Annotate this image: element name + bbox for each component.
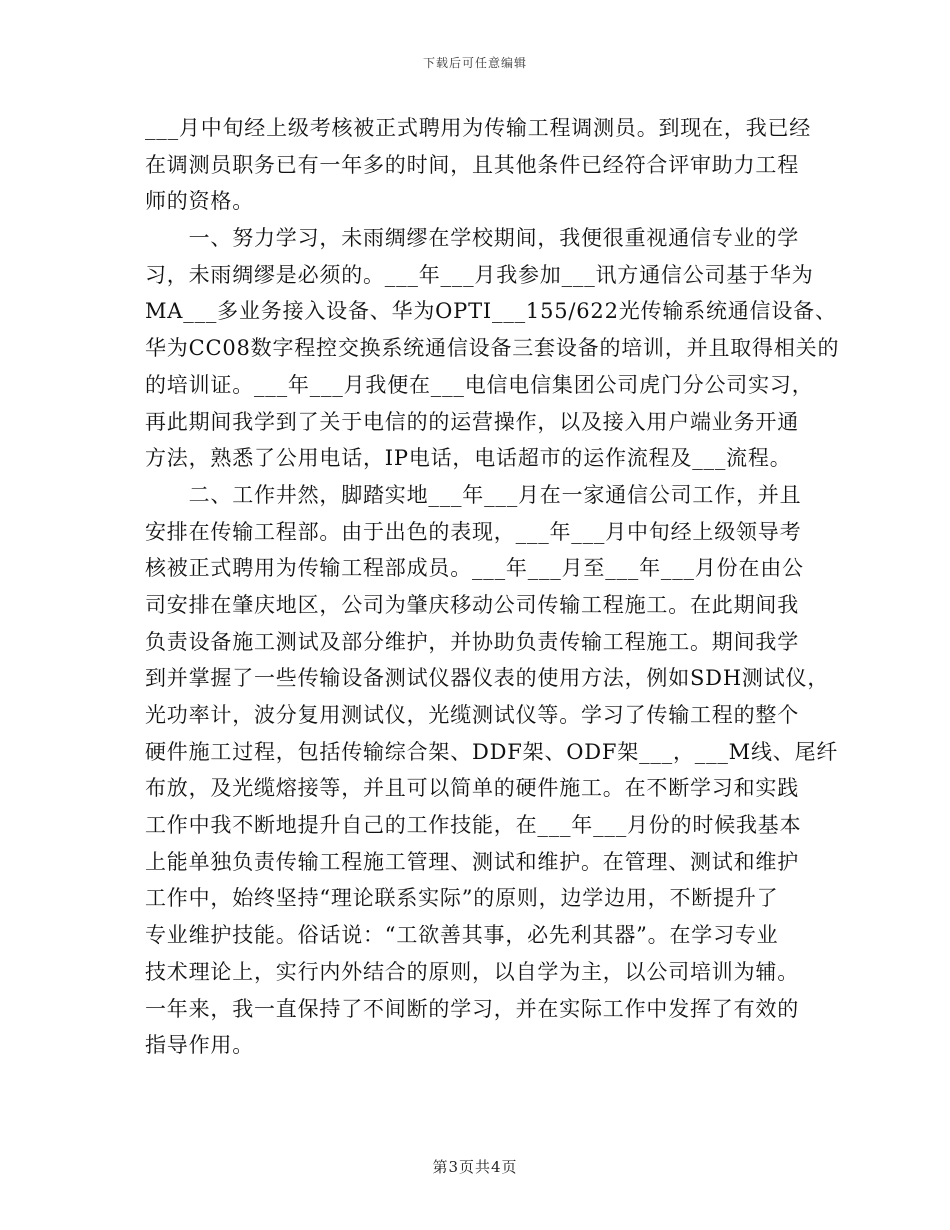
- body-line: 师的资格。: [145, 189, 254, 214]
- body-line: 在调测员职务已有一年多的时间，且其他条件已经符合评审助力工程: [145, 152, 799, 177]
- body-line: 专业维护技能。俗话说：“工欲善其事，必先利其器”。在学习专业: [145, 923, 779, 948]
- document-body: [145, 110, 840, 1064]
- body-line: 布放，及光缆熔接等，并且可以简单的硬件施工。在不断学习和实践: [145, 776, 799, 801]
- body-line: 司安排在肇庆地区，公司为肇庆移动公司传输工程施工。在此期间我: [145, 592, 799, 617]
- body-line: 二、工作井然，脚踏实地___年___月在一家通信公司工作，并且: [145, 482, 802, 507]
- body-line: 光功率计，波分复用测试仪，光缆测试仪等。学习了传输工程的整个: [145, 703, 799, 727]
- body-line: 硬件施工过程，包括传输综合架、DDF架、ODF架___，___M线、尾纤: [145, 739, 839, 764]
- body-line: 习，未雨绸缪是必须的。___年___月我参加___讯方通信公司基于华为: [145, 262, 814, 287]
- body-line: ___月中旬经上级考核被正式聘用为传输工程调测员。到现在，我已经: [145, 116, 812, 140]
- body-line: 方法，熟悉了公用电话，IP电话，电话超市的运作流程及___流程。: [145, 446, 792, 471]
- body-line: 一、努力学习，未雨绸缪在学校期间，我便很重视通信专业的学: [145, 226, 799, 251]
- page-header: 下载后可任意编辑: [422, 56, 527, 70]
- body-line: 指导作用。: [145, 1033, 254, 1058]
- body-line: 华为CC08数字程控交换系统通信设备三套设备的培训，并且取得相关的: [145, 336, 840, 361]
- body-line: 技术理论上，实行内外结合的原则，以自学为主，以公司培训为辅。: [145, 959, 799, 984]
- body-line: 核被正式聘用为传输工程部成员。___年___月至___年___月份在由公: [145, 556, 804, 581]
- body-line: 到并掌握了一些传输设备测试仪器仪表的使用方法，例如SDH测试仪，: [145, 666, 830, 691]
- body-line: 再此期间我学到了关于电信的的运营操作，以及接入用户端业务开通: [145, 409, 799, 434]
- body-line: 工作中我不断地提升自己的工作技能，在___年___月份的时候我基本: [145, 813, 802, 838]
- body-line: 的培训证。___年___月我便在___电信电信集团公司虎门分公司实习，: [145, 372, 814, 397]
- body-line: 一年来，我一直保持了不间断的学习，并在实际工作中发挥了有效的: [145, 996, 799, 1021]
- body-line: 上能单独负责传输工程施工管理、测试和维护。在管理、测试和维护: [145, 849, 799, 874]
- body-line: 负责设备施工测试及部分维护，并协助负责传输工程施工。期间我学: [145, 629, 799, 654]
- body-line: 工作中，始终坚持“理论联系实际”的原则，边学边用，不断提升了: [145, 886, 779, 911]
- page-number-footer: 第3页共4页: [432, 1158, 518, 1176]
- body-line: 安排在传输工程部。由于出色的表现，___年___月中旬经上级领导考: [145, 519, 802, 544]
- body-line: MA___多业务接入设备、华为OPTI___155/622光传输系统通信设备、: [145, 299, 837, 324]
